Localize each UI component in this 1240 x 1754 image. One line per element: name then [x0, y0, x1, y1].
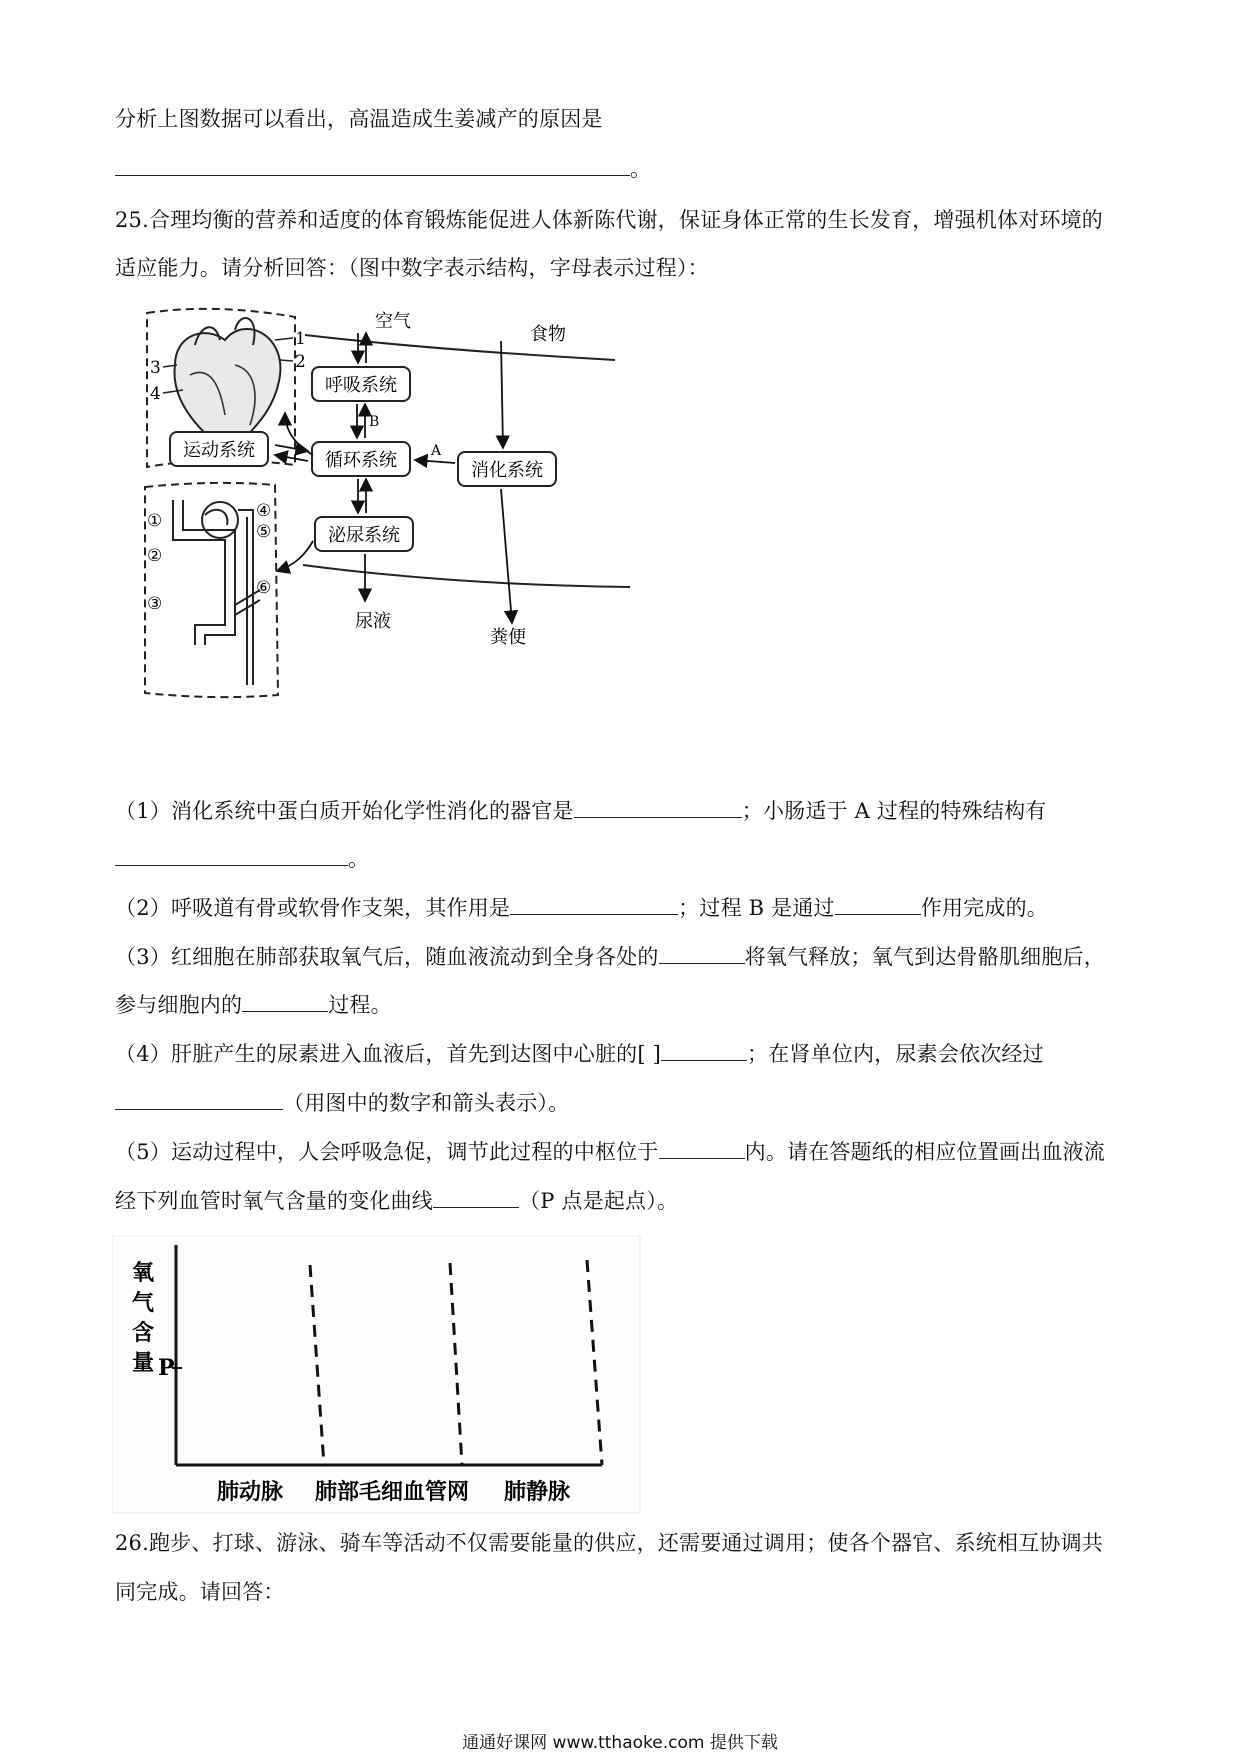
heart-label-1: 1 — [295, 329, 306, 349]
nephron-label-6: ⑥ — [256, 578, 272, 598]
label-B: B — [369, 414, 380, 430]
q25-p1-text-b: ；小肠适于 A 过程的特殊结构有 — [741, 799, 1047, 823]
nephron-illustration — [173, 500, 260, 685]
q25-part2-line — [115, 892, 1048, 923]
q25-p3-text-d: 过程。 — [328, 993, 392, 1017]
q25-intro-text2: 适应能力。请分析回答：（图中数字表示结构，字母表示过程）： — [115, 256, 709, 280]
x-axis-segment-labels — [217, 1479, 571, 1505]
q25-part5-line1 — [115, 1136, 1105, 1167]
ylabel-char: 氧 — [132, 1260, 155, 1286]
q24-analysis-line — [115, 104, 603, 134]
q25-p2-text-b: ；过程 B 是通过 — [678, 896, 835, 920]
circulatory-label: 循环系统 — [325, 450, 397, 471]
q26-line1 — [115, 1528, 1103, 1558]
q24-answer-line — [115, 153, 651, 184]
segment-label-pulmonary-artery: 肺动脉 — [216, 1479, 284, 1505]
q25-intro-line1 — [115, 205, 1103, 235]
q25-p5-text-c: 经下列血管时氧气含量的变化曲线 — [115, 1189, 433, 1213]
p-point-label: P — [158, 1355, 175, 1381]
ylabel-char: 量 — [132, 1350, 155, 1376]
segment-label-lung-capillaries: 肺部毛细血管网 — [314, 1479, 470, 1505]
q25-part5-line2 — [115, 1185, 678, 1216]
q25-part4-line2 — [115, 1087, 569, 1118]
ylabel-char: 气 — [132, 1290, 155, 1316]
answer-blank[interactable] — [433, 1185, 519, 1208]
nephron-label-5: ⑤ — [256, 522, 272, 542]
q25-part4-line1 — [115, 1038, 1044, 1069]
q25-p4-text-a: （4）肝脏产生的尿素进入血液后，首先到达图中心脏的[ ] — [115, 1042, 662, 1066]
nephron-label-1: ① — [147, 511, 163, 531]
nephron-label-4: ④ — [256, 501, 272, 521]
motor-label: 运动系统 — [183, 440, 255, 461]
q26-line2 — [115, 1577, 285, 1607]
answer-blank[interactable] — [659, 1136, 745, 1159]
lower-boundary-line — [303, 565, 630, 587]
nephron-label-3: ③ — [147, 594, 163, 614]
upper-boundary-line — [305, 335, 615, 360]
q25-p3-text-c: 参与细胞内的 — [115, 993, 243, 1017]
q25-p3-text-b: 将氧气释放；氧气到达骨骼肌细胞后， — [744, 945, 1105, 969]
urine-label: 尿液 — [355, 611, 391, 632]
answer-blank[interactable] — [115, 153, 630, 176]
nephron-label-2: ② — [147, 546, 163, 566]
q25-part3-line1 — [115, 941, 1105, 972]
air-label: 空气 — [375, 311, 411, 332]
q25-part1-line2 — [115, 843, 369, 874]
q25-p2-text-c: 作用完成的。 — [920, 896, 1048, 920]
feces-label: 粪便 — [490, 627, 526, 648]
body-systems-diagram — [135, 305, 655, 765]
respiratory-label: 呼吸系统 — [325, 375, 397, 396]
q24-text: 分析上图数据可以看出，高温造成生姜减产的原因是 — [115, 107, 603, 131]
answer-blank[interactable] — [115, 843, 348, 866]
q25-p4-text-c: （用图中的数字和箭头表示）。 — [283, 1091, 570, 1115]
q25-p5-text-a: （5）运动过程中，人会呼吸急促，调节此过程的中枢位于 — [115, 1140, 659, 1164]
period: 。 — [348, 847, 370, 871]
ylabel-char: 含 — [132, 1320, 155, 1346]
q25-intro-text1: 25.合理均衡的营养和适度的体育锻炼能促进人体新陈代谢，保证身体正常的生长发育，增强机体对环境的 — [115, 208, 1103, 232]
answer-blank[interactable] — [661, 1038, 747, 1061]
oxygen-content-graph[interactable] — [112, 1235, 642, 1515]
q26-text1: 26.跑步、打球、游泳、骑车等活动不仅需要能量的供应，还需要通过调用；使各个器官、系统相互协调共 — [115, 1531, 1103, 1555]
q25-p3-text-a: （3）红细胞在肺部获取氧气后，随血液流动到全身各处的 — [115, 945, 659, 969]
heart-label-4: 4 — [150, 384, 161, 404]
q25-p5-text-d: （P 点是起点）。 — [519, 1189, 679, 1213]
food-label: 食物 — [530, 324, 566, 345]
q25-p4-text-b: ；在肾单位内，尿素会依次经过 — [747, 1042, 1044, 1066]
heart-label-2: 2 — [295, 352, 306, 372]
answer-blank[interactable] — [510, 892, 678, 915]
answer-blank[interactable] — [242, 989, 328, 1012]
answer-blank[interactable] — [835, 892, 921, 915]
label-A: A — [431, 443, 442, 459]
q25-p1-text-a: （1）消化系统中蛋白质开始化学性消化的器官是 — [115, 799, 574, 823]
q25-part1-line1 — [115, 795, 1046, 826]
urinary-label: 泌尿系统 — [328, 525, 400, 546]
q26-text2: 同完成。请回答： — [115, 1580, 285, 1604]
answer-blank[interactable] — [574, 795, 742, 818]
period: 。 — [630, 157, 652, 181]
answer-blank[interactable] — [115, 1087, 283, 1110]
q25-p2-text-a: （2）呼吸道有骨或软骨作支架，其作用是 — [115, 896, 511, 920]
answer-blank[interactable] — [659, 941, 745, 964]
digestive-label: 消化系统 — [471, 460, 543, 481]
q25-part3-line2 — [115, 989, 392, 1020]
heart-label-3: 3 — [150, 358, 161, 378]
q25-p5-text-b: 内。请在答题纸的相应位置画出血液流 — [744, 1140, 1105, 1164]
segment-label-pulmonary-vein: 肺静脉 — [503, 1479, 571, 1505]
q25-intro-line2 — [115, 253, 709, 283]
page-footer: 通通好课网 www.tthaoke.com 提供下载 — [462, 1733, 778, 1753]
